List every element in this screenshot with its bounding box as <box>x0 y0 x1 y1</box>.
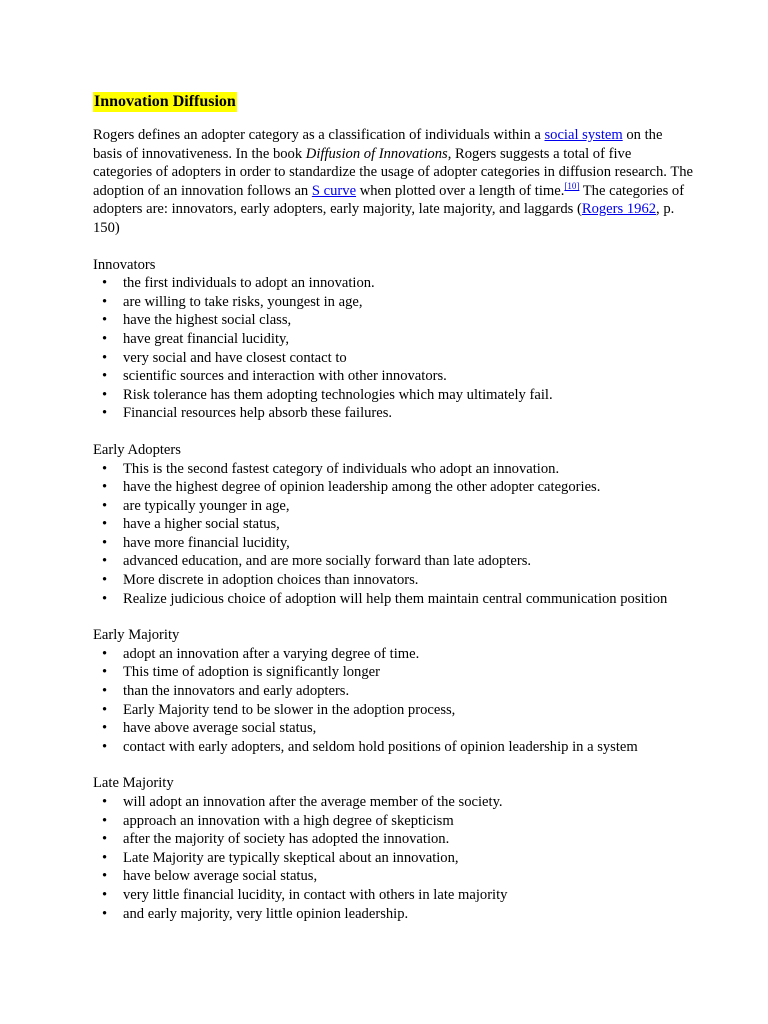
list-item-text: adopt an innovation after a varying degree of time. <box>123 645 420 662</box>
section-heading: Innovators <box>93 256 156 273</box>
section-early-majority <box>93 626 693 756</box>
list-item-text: have a higher social status, <box>123 516 280 533</box>
book-title: Diffusion of Innovations <box>305 145 448 162</box>
list-item-text: Financial resources help absorb these failures. <box>123 405 393 422</box>
list-item <box>93 367 693 386</box>
list-item <box>93 663 693 682</box>
list-item <box>93 478 693 497</box>
list-item <box>93 886 693 905</box>
list-item-text: advanced education, and are more socially forward than late adopters. <box>123 553 532 570</box>
list-item <box>93 701 693 720</box>
bullet-icon: • <box>102 293 108 310</box>
bullet-list <box>93 460 693 609</box>
rogers-1962-link[interactable]: Rogers 1962 <box>581 201 657 218</box>
list-item <box>93 460 693 479</box>
intro-text-5: The categories of adopters are: innovators, early adopters, early majority, late majority, and laggards ( <box>93 182 685 218</box>
bullet-list <box>93 645 693 757</box>
bullet-icon: • <box>102 645 108 662</box>
list-item-text: have above average social status, <box>123 720 317 737</box>
bullet-icon: • <box>102 479 108 496</box>
bullet-list <box>93 274 693 423</box>
list-item-text: have below average social status, <box>123 868 318 885</box>
intro-text-6: , p. 150) <box>93 201 675 236</box>
list-item-text: are typically younger in age, <box>123 497 290 514</box>
list-item-text: This is the second fastest category of individuals who adopt an innovation. <box>123 460 560 477</box>
list-item-text: This time of adoption is significantly longer <box>123 664 380 681</box>
intro-paragraph <box>93 126 693 238</box>
bullet-icon: • <box>102 683 108 700</box>
bullet-icon: • <box>102 330 108 347</box>
bullet-icon: • <box>102 312 108 329</box>
list-item <box>93 293 693 312</box>
bullet-icon: • <box>102 794 108 810</box>
intro-text-2: on the basis of innovativeness. In the book <box>93 127 663 162</box>
section-early-adopters <box>93 441 693 608</box>
bullet-icon: • <box>102 868 108 885</box>
list-item <box>93 849 693 868</box>
bullet-icon: • <box>102 553 108 570</box>
list-item-text: have the highest social class, <box>123 312 292 329</box>
list-item <box>93 793 693 812</box>
bullet-icon: • <box>102 720 108 737</box>
list-item <box>93 682 693 701</box>
list-item <box>93 867 693 886</box>
bullet-icon: • <box>102 386 108 403</box>
list-item <box>93 738 693 757</box>
bullet-icon: • <box>102 516 108 533</box>
list-item <box>93 330 693 349</box>
list-item <box>93 812 693 831</box>
intro-text-3: , Rogers suggests a total of five categories of adopters in order to standardize the usage of adopter categories in diffusion research. The adoption of an innovation follows an <box>93 145 694 199</box>
bullet-icon: • <box>102 701 108 718</box>
list-item-text: will adopt an innovation after the average member of the society. <box>123 794 503 810</box>
list-item-text: than the innovators and early adopters. <box>123 683 350 700</box>
bullet-icon: • <box>102 460 108 477</box>
bullet-icon: • <box>102 497 108 514</box>
list-item-text: very social and have closest contact to <box>123 349 347 366</box>
document-page <box>93 92 693 941</box>
list-item-text: Late Majority are typically skeptical about an innovation, <box>123 849 459 866</box>
list-item-text: approach an innovation with a high degree of skepticism <box>123 812 454 829</box>
list-item-text: contact with early adopters, and seldom hold positions of opinion leadership in a system <box>123 738 638 755</box>
list-item <box>93 274 693 293</box>
bullet-icon: • <box>102 349 108 366</box>
list-item-text: and early majority, very little opinion leadership. <box>123 905 409 922</box>
bullet-icon: • <box>102 275 108 292</box>
list-item <box>93 571 693 590</box>
list-item-text: More discrete in adoption choices than innovators. <box>123 572 419 589</box>
list-item-text: after the majority of society has adopted the innovation. <box>123 831 450 848</box>
bullet-icon: • <box>102 590 108 607</box>
list-item-text: have more financial lucidity, <box>123 534 290 551</box>
list-item <box>93 719 693 738</box>
s-curve-link[interactable]: S curve <box>311 182 357 199</box>
bullet-icon: • <box>102 849 108 866</box>
section-heading: Early Majority <box>93 627 180 644</box>
list-item-text: have great financial lucidity, <box>123 330 289 347</box>
list-item <box>93 349 693 368</box>
bullet-icon: • <box>102 534 108 551</box>
list-item <box>93 515 693 534</box>
list-item-text: very little financial lucidity, in contact with others in late majority <box>123 886 508 903</box>
reference-10-link[interactable]: [10] <box>564 180 580 191</box>
list-item-text: the first individuals to adopt an innovation. <box>123 275 375 292</box>
bullet-icon: • <box>102 405 108 422</box>
list-item <box>93 830 693 849</box>
bullet-icon: • <box>102 831 108 848</box>
list-item-text: Early Majority tend to be slower in the adoption process, <box>123 701 456 718</box>
bullet-icon: • <box>102 664 108 681</box>
section-late-majority <box>93 774 693 923</box>
bullet-icon: • <box>102 886 108 903</box>
list-item-text: are willing to take risks, youngest in age, <box>123 293 363 310</box>
social-system-link[interactable]: social system <box>544 127 623 143</box>
list-item <box>93 645 693 664</box>
list-item <box>93 905 693 924</box>
list-item <box>93 534 693 553</box>
list-item <box>93 311 693 330</box>
list-item-text: Realize judicious choice of adoption will help them maintain central communication position <box>123 590 668 607</box>
list-item <box>93 590 693 609</box>
list-item <box>93 552 693 571</box>
intro-text-1: Rogers defines an adopter category as a classification of individuals within a <box>93 127 545 143</box>
section-heading: Early Adopters <box>93 441 181 458</box>
list-item <box>93 386 693 405</box>
bullet-icon: • <box>102 738 108 755</box>
bullet-icon: • <box>102 572 108 589</box>
bullet-icon: • <box>102 368 108 385</box>
section-innovators <box>93 256 693 423</box>
page-title: Innovation Diffusion <box>94 93 236 110</box>
list-item-text: have the highest degree of opinion leadership among the other adopter categories. <box>123 479 601 496</box>
bullet-icon: • <box>102 905 108 922</box>
section-heading: Late Majority <box>93 775 174 792</box>
intro-text-4: when plotted over a length of time. <box>356 182 565 199</box>
list-item-text: Risk tolerance has them adopting technologies which may ultimately fail. <box>123 386 553 403</box>
bullet-list <box>93 793 693 923</box>
bullet-icon: • <box>102 812 108 829</box>
list-item <box>93 497 693 516</box>
list-item-text: scientific sources and interaction with other innovators. <box>123 368 447 385</box>
list-item <box>93 404 693 423</box>
